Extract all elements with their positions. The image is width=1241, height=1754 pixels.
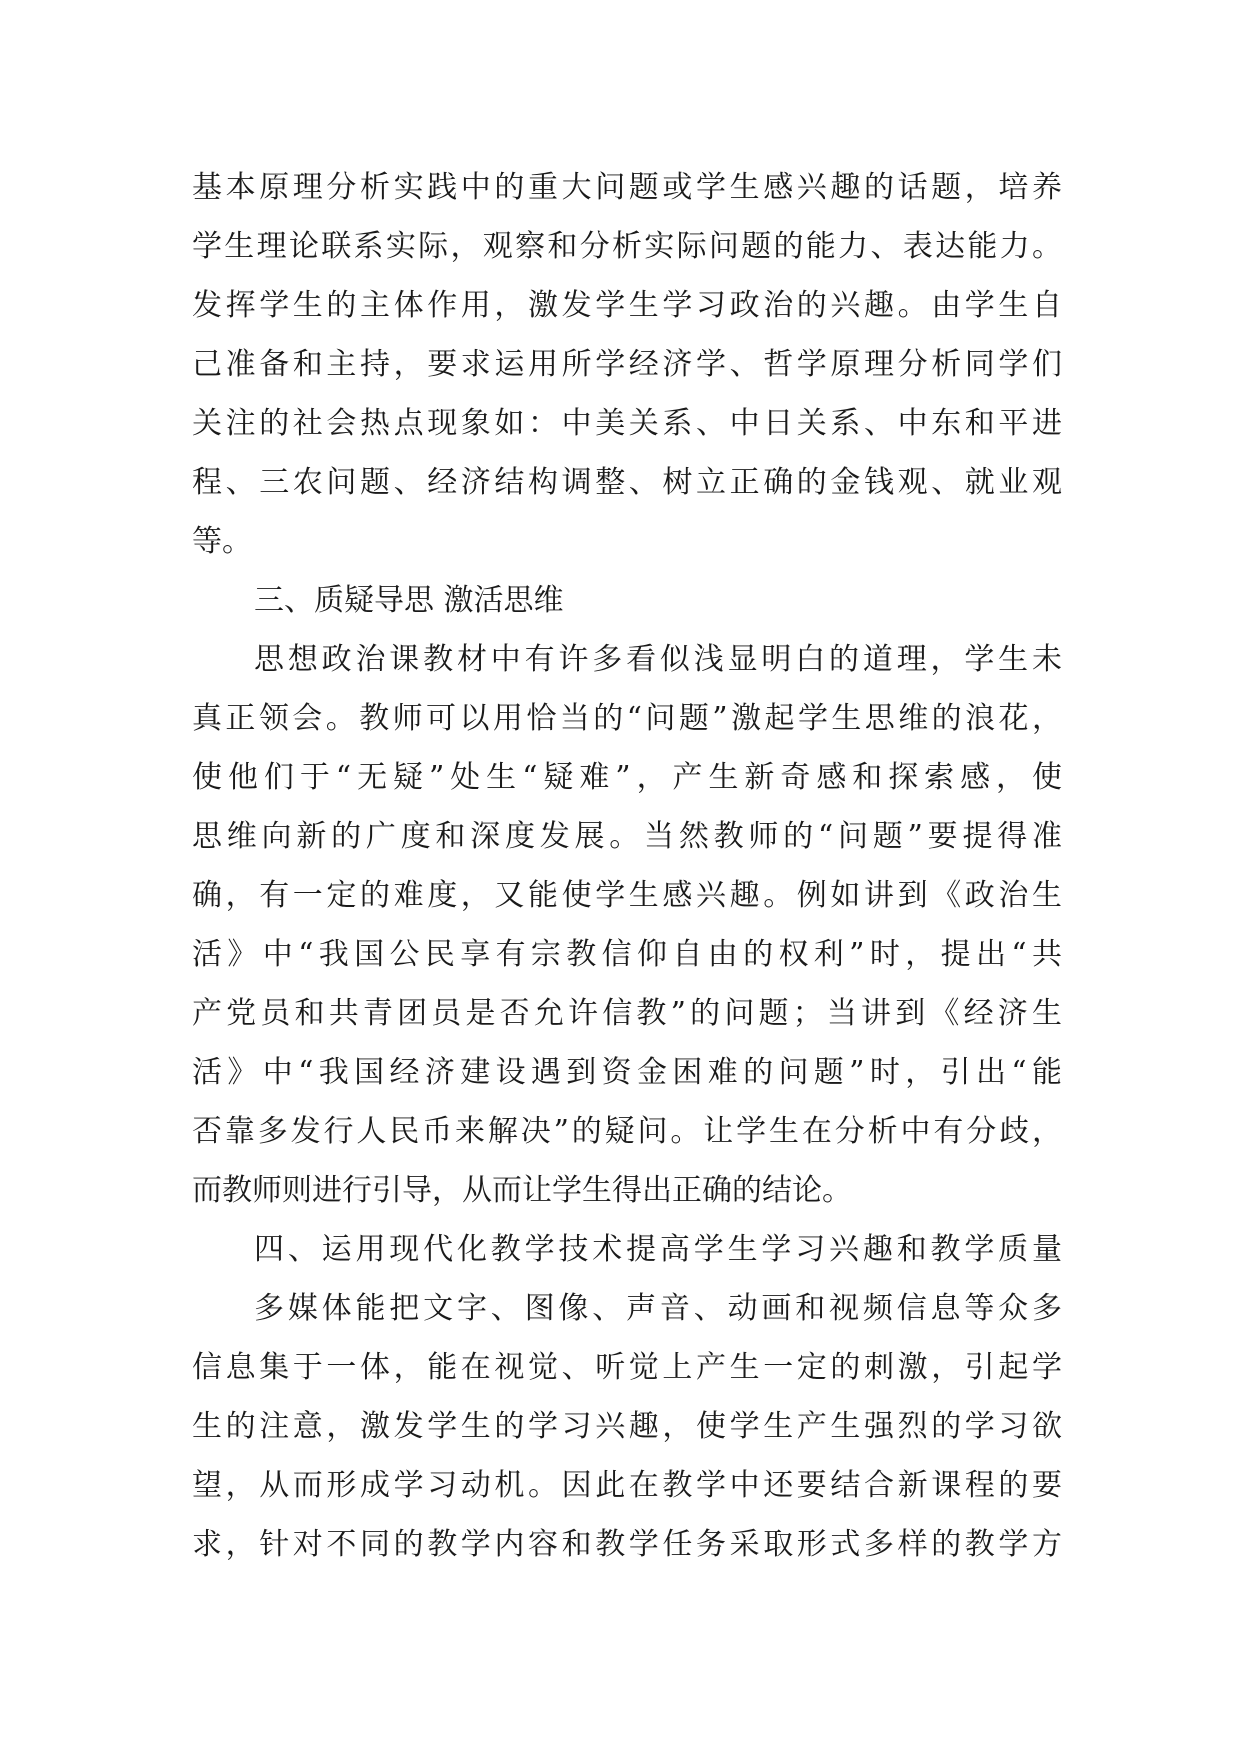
text-line: 真正领会。教师可以用恰当的“问题”激起学生思维的浪花， bbox=[192, 701, 1062, 736]
text-line: 求，针对不同的教学内容和教学任务采取形式多样的教学方 bbox=[192, 1527, 1062, 1562]
paragraph-first-line: 多媒体能把文字、图像、声音、动画和视频信息等众多 bbox=[254, 1291, 1062, 1326]
text-line: 否靠多发行人民币来解决”的疑问。让学生在分析中有分歧， bbox=[192, 1114, 1062, 1149]
text-line: 望，从而形成学习动机。因此在教学中还要结合新课程的要 bbox=[192, 1468, 1062, 1503]
text-line: 信息集于一体，能在视觉、听觉上产生一定的刺激，引起学 bbox=[192, 1350, 1062, 1385]
body-text bbox=[192, 158, 1062, 1574]
text-line: 活》中“我国经济建设遇到资金困难的问题”时，引出“能 bbox=[192, 1055, 1062, 1090]
text-line: 活》中“我国公民享有宗教信仰自由的权利”时，提出“共 bbox=[192, 937, 1062, 972]
paragraph-first-line: 思想政治课教材中有许多看似浅显明白的道理，学生未 bbox=[254, 642, 1062, 677]
text-line: 学生理论联系实际，观察和分析实际问题的能力、表达能力。 bbox=[192, 229, 1062, 264]
text-line: 关注的社会热点现象如：中美关系、中日关系、中东和平进 bbox=[192, 406, 1062, 441]
text-line: 发挥学生的主体作用，激发学生学习政治的兴趣。由学生自 bbox=[192, 288, 1062, 323]
text-line: 基本原理分析实践中的重大问题或学生感兴趣的话题，培养 bbox=[192, 170, 1062, 205]
text-line: 生的注意，激发学生的学习兴趣，使学生产生强烈的学习欲 bbox=[192, 1409, 1062, 1444]
section-heading-3: 三、质疑导思 激活思维 bbox=[254, 583, 564, 618]
text-line: 己准备和主持，要求运用所学经济学、哲学原理分析同学们 bbox=[192, 347, 1062, 382]
section-heading-4: 四、运用现代化教学技术提高学生学习兴趣和教学质量 bbox=[254, 1232, 1062, 1267]
paragraph-end-line: 等。 bbox=[192, 524, 252, 559]
text-line: 思维向新的广度和深度发展。当然教师的“问题”要提得准 bbox=[192, 819, 1062, 854]
paragraph-end-line: 而教师则进行引导，从而让学生得出正确的结论。 bbox=[192, 1173, 852, 1208]
text-line: 程、三农问题、经济结构调整、树立正确的金钱观、就业观 bbox=[192, 465, 1062, 500]
text-line: 使他们于“无疑”处生“疑难”，产生新奇感和探索感，使 bbox=[192, 760, 1062, 795]
text-line: 确，有一定的难度，又能使学生感兴趣。例如讲到《政治生 bbox=[192, 878, 1062, 913]
text-line: 产党员和共青团员是否允许信教”的问题；当讲到《经济生 bbox=[192, 996, 1062, 1031]
